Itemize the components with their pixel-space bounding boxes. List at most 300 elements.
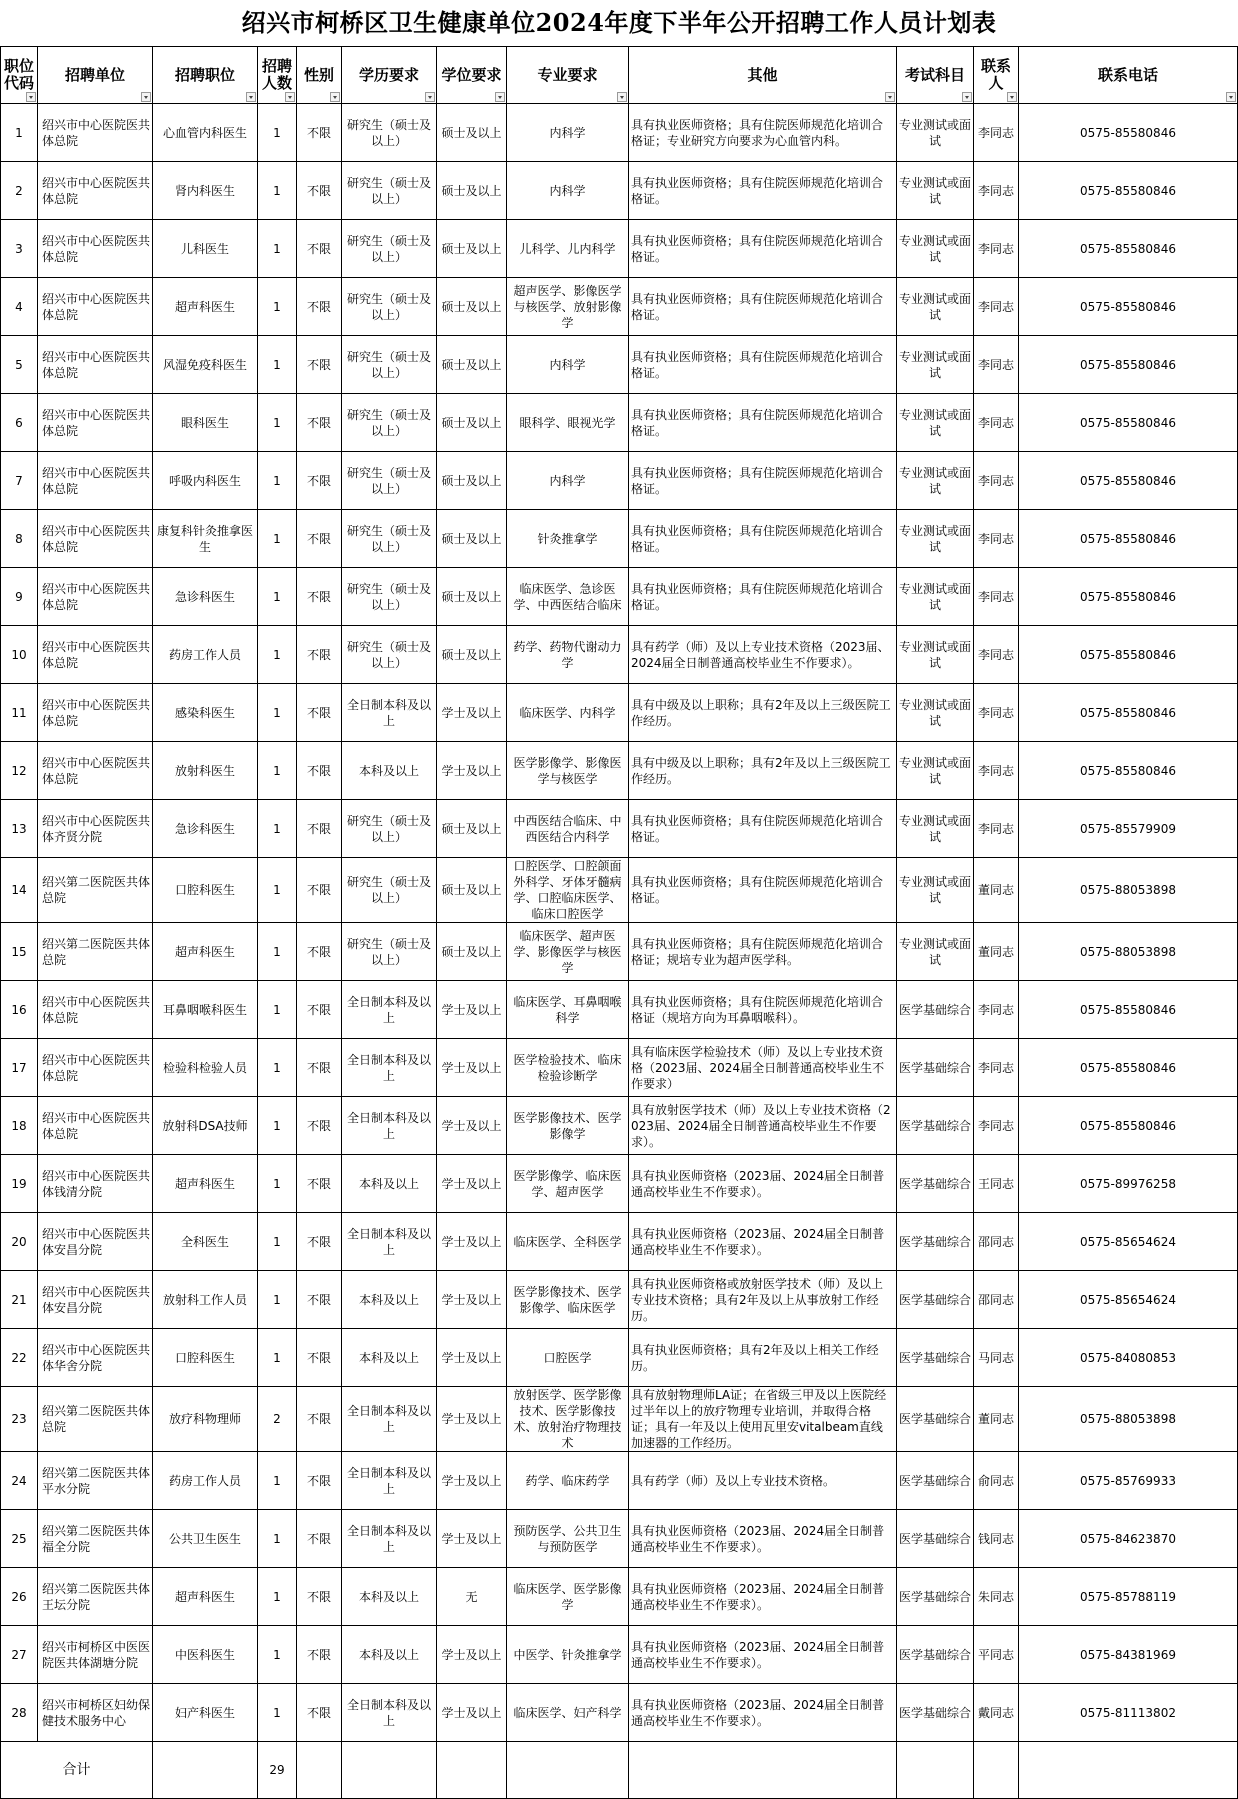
cell-phone: 0575-85580846	[1019, 742, 1238, 800]
cell-position: 药房工作人员	[153, 1452, 258, 1510]
cell-degree: 学士及以上	[437, 1271, 507, 1329]
cell-unit: 绍兴第二医院医共体平水分院	[38, 1452, 153, 1510]
cell-exam: 专业测试或面试	[897, 684, 974, 742]
cell-other: 具有执业医师资格；具有住院医师规范化培训合格证。	[629, 510, 897, 568]
cell-exam: 专业测试或面试	[897, 510, 974, 568]
cell-gender: 不限	[297, 858, 342, 923]
cell-phone: 0575-85580846	[1019, 568, 1238, 626]
cell-education: 全日制本科及以上	[342, 981, 437, 1039]
table-row	[1, 858, 1238, 923]
cell-education: 研究生（硕士及以上）	[342, 220, 437, 278]
cell-count: 1	[258, 1452, 297, 1510]
cell-education: 全日制本科及以上	[342, 1510, 437, 1568]
cell-phone: 0575-85654624	[1019, 1271, 1238, 1329]
cell-degree: 硕士及以上	[437, 278, 507, 336]
cell-education: 本科及以上	[342, 742, 437, 800]
cell-phone: 0575-85580846	[1019, 981, 1238, 1039]
cell-contact: 李同志	[974, 1097, 1019, 1155]
filter-dropdown-icon[interactable]	[962, 92, 972, 102]
filter-dropdown-icon[interactable]	[26, 92, 36, 102]
cell-education: 全日制本科及以上	[342, 1097, 437, 1155]
recruitment-table	[0, 46, 1238, 1799]
cell-major: 医学影像技术、医学影像学、临床医学	[507, 1271, 629, 1329]
cell-phone: 0575-85788119	[1019, 1568, 1238, 1626]
cell-phone: 0575-85580846	[1019, 452, 1238, 510]
cell-degree: 硕士及以上	[437, 923, 507, 981]
cell-major: 药学、药物代谢动力学	[507, 626, 629, 684]
cell-exam: 专业测试或面试	[897, 220, 974, 278]
total-row	[1, 1742, 1238, 1799]
cell-code: 19	[1, 1155, 38, 1213]
cell-phone: 0575-85580846	[1019, 162, 1238, 220]
cell-contact: 李同志	[974, 394, 1019, 452]
cell-gender: 不限	[297, 162, 342, 220]
total-empty-cell	[507, 1742, 629, 1799]
cell-unit: 绍兴市中心医院医共体齐贤分院	[38, 800, 153, 858]
cell-gender: 不限	[297, 684, 342, 742]
cell-education: 研究生（硕士及以上）	[342, 858, 437, 923]
cell-count: 1	[258, 1510, 297, 1568]
cell-phone: 0575-85579909	[1019, 800, 1238, 858]
cell-unit: 绍兴市柯桥区妇幼保健技术服务中心	[38, 1684, 153, 1742]
table-row	[1, 336, 1238, 394]
cell-degree: 学士及以上	[437, 1213, 507, 1271]
cell-count: 1	[258, 1039, 297, 1097]
cell-unit: 绍兴第二医院医共体总院	[38, 858, 153, 923]
cell-major: 中医学、针灸推拿学	[507, 1626, 629, 1684]
cell-code: 24	[1, 1452, 38, 1510]
cell-major: 针灸推拿学	[507, 510, 629, 568]
cell-phone: 0575-88053898	[1019, 858, 1238, 923]
cell-degree: 学士及以上	[437, 1452, 507, 1510]
cell-phone: 0575-85769933	[1019, 1452, 1238, 1510]
header-contact[interactable]: 联系人	[974, 47, 1019, 104]
cell-count: 1	[258, 858, 297, 923]
cell-unit: 绍兴市中心医院医共体总院	[38, 568, 153, 626]
cell-count: 1	[258, 1213, 297, 1271]
cell-gender: 不限	[297, 742, 342, 800]
cell-contact: 李同志	[974, 742, 1019, 800]
table-row	[1, 1510, 1238, 1568]
cell-position: 全科医生	[153, 1213, 258, 1271]
table-row	[1, 1155, 1238, 1213]
table-row	[1, 568, 1238, 626]
cell-position: 放射科工作人员	[153, 1271, 258, 1329]
cell-education: 研究生（硕士及以上）	[342, 923, 437, 981]
cell-position: 中医科医生	[153, 1626, 258, 1684]
cell-exam: 专业测试或面试	[897, 162, 974, 220]
cell-code: 3	[1, 220, 38, 278]
cell-major: 临床医学、内科学	[507, 684, 629, 742]
cell-phone: 0575-85580846	[1019, 1039, 1238, 1097]
header-other[interactable]: 其他	[629, 47, 897, 104]
cell-gender: 不限	[297, 510, 342, 568]
cell-contact: 朱同志	[974, 1568, 1019, 1626]
cell-position: 感染科医生	[153, 684, 258, 742]
cell-code: 8	[1, 510, 38, 568]
cell-code: 17	[1, 1039, 38, 1097]
cell-major: 医学影像技术、医学影像学	[507, 1097, 629, 1155]
cell-code: 28	[1, 1684, 38, 1742]
table-row	[1, 800, 1238, 858]
cell-unit: 绍兴市中心医院医共体总院	[38, 510, 153, 568]
cell-unit: 绍兴市中心医院医共体总院	[38, 278, 153, 336]
table-row	[1, 1452, 1238, 1510]
cell-position: 心血管内科医生	[153, 104, 258, 162]
cell-exam: 专业测试或面试	[897, 568, 974, 626]
cell-major: 医学检验技术、临床检验诊断学	[507, 1039, 629, 1097]
cell-code: 10	[1, 626, 38, 684]
cell-other: 具有执业医师资格；具有住院医师规范化培训合格证；专业研究方向要求为心血管内科。	[629, 104, 897, 162]
cell-contact: 邵同志	[974, 1213, 1019, 1271]
cell-education: 研究生（硕士及以上）	[342, 162, 437, 220]
cell-exam: 医学基础综合	[897, 1510, 974, 1568]
cell-other: 具有执业医师资格；具有住院医师规范化培训合格证。	[629, 336, 897, 394]
cell-exam: 专业测试或面试	[897, 742, 974, 800]
cell-gender: 不限	[297, 1213, 342, 1271]
cell-position: 超声科医生	[153, 1568, 258, 1626]
table-row	[1, 684, 1238, 742]
total-label: 合计	[1, 1742, 153, 1799]
cell-degree: 学士及以上	[437, 1684, 507, 1742]
cell-exam: 医学基础综合	[897, 1329, 974, 1387]
cell-gender: 不限	[297, 1684, 342, 1742]
filter-dropdown-icon[interactable]	[285, 92, 295, 102]
cell-education: 研究生（硕士及以上）	[342, 800, 437, 858]
cell-exam: 专业测试或面试	[897, 923, 974, 981]
cell-position: 口腔科医生	[153, 858, 258, 923]
cell-contact: 李同志	[974, 162, 1019, 220]
table-row	[1, 742, 1238, 800]
cell-exam: 医学基础综合	[897, 1452, 974, 1510]
cell-major: 眼科学、眼视光学	[507, 394, 629, 452]
cell-position: 放射科医生	[153, 742, 258, 800]
cell-phone: 0575-85580846	[1019, 1097, 1238, 1155]
cell-major: 儿科学、儿内科学	[507, 220, 629, 278]
cell-contact: 李同志	[974, 626, 1019, 684]
cell-phone: 0575-85580846	[1019, 104, 1238, 162]
cell-degree: 硕士及以上	[437, 220, 507, 278]
cell-position: 风湿免疫科医生	[153, 336, 258, 394]
cell-unit: 绍兴市中心医院医共体总院	[38, 104, 153, 162]
cell-contact: 李同志	[974, 220, 1019, 278]
cell-exam: 医学基础综合	[897, 981, 974, 1039]
header-unit[interactable]: 招聘单位	[38, 47, 153, 104]
cell-gender: 不限	[297, 1626, 342, 1684]
cell-position: 放射科DSA技师	[153, 1097, 258, 1155]
table-row	[1, 923, 1238, 981]
cell-unit: 绍兴市柯桥区中医医院医共体湖塘分院	[38, 1626, 153, 1684]
cell-unit: 绍兴市中心医院医共体华舍分院	[38, 1329, 153, 1387]
cell-gender: 不限	[297, 1271, 342, 1329]
cell-code: 2	[1, 162, 38, 220]
cell-education: 研究生（硕士及以上）	[342, 452, 437, 510]
cell-code: 15	[1, 923, 38, 981]
cell-position: 超声科医生	[153, 278, 258, 336]
cell-degree: 硕士及以上	[437, 336, 507, 394]
header-major[interactable]: 专业要求	[507, 47, 629, 104]
cell-code: 9	[1, 568, 38, 626]
cell-phone: 0575-85580846	[1019, 626, 1238, 684]
cell-education: 研究生（硕士及以上）	[342, 568, 437, 626]
total-empty-cell	[974, 1742, 1019, 1799]
cell-major: 预防医学、公共卫生与预防医学	[507, 1510, 629, 1568]
cell-education: 本科及以上	[342, 1271, 437, 1329]
cell-count: 1	[258, 568, 297, 626]
cell-position: 呼吸内科医生	[153, 452, 258, 510]
header-gender[interactable]: 性别	[297, 47, 342, 104]
cell-count: 1	[258, 800, 297, 858]
filter-dropdown-icon[interactable]	[141, 92, 151, 102]
filter-dropdown-icon[interactable]	[425, 92, 435, 102]
cell-contact: 李同志	[974, 1039, 1019, 1097]
header-education[interactable]: 学历要求	[342, 47, 437, 104]
cell-contact: 李同志	[974, 981, 1019, 1039]
cell-phone: 0575-88053898	[1019, 1387, 1238, 1452]
cell-unit: 绍兴第二医院医共体总院	[38, 923, 153, 981]
cell-unit: 绍兴市中心医院医共体总院	[38, 336, 153, 394]
cell-degree: 学士及以上	[437, 1387, 507, 1452]
cell-gender: 不限	[297, 1329, 342, 1387]
cell-exam: 专业测试或面试	[897, 278, 974, 336]
total-empty-cell	[342, 1742, 437, 1799]
cell-unit: 绍兴市中心医院医共体总院	[38, 626, 153, 684]
cell-count: 1	[258, 1155, 297, 1213]
cell-position: 口腔科医生	[153, 1329, 258, 1387]
table-row	[1, 1626, 1238, 1684]
cell-count: 1	[258, 452, 297, 510]
cell-phone: 0575-81113802	[1019, 1684, 1238, 1742]
cell-major: 医学影像学、影像医学与核医学	[507, 742, 629, 800]
cell-unit: 绍兴市中心医院医共体安昌分院	[38, 1213, 153, 1271]
header-degree[interactable]: 学位要求	[437, 47, 507, 104]
cell-other: 具有放射医学技术（师）及以上专业技术资格（2023届、2024届全日制普通高校毕业生不作要求）。	[629, 1097, 897, 1155]
cell-gender: 不限	[297, 1568, 342, 1626]
cell-unit: 绍兴第二医院医共体福全分院	[38, 1510, 153, 1568]
cell-other: 具有执业医师资格；具有住院医师规范化培训合格证。	[629, 568, 897, 626]
cell-major: 医学影像学、临床医学、超声医学	[507, 1155, 629, 1213]
cell-major: 临床医学、超声医学、影像医学与核医学	[507, 923, 629, 981]
cell-count: 1	[258, 742, 297, 800]
cell-exam: 医学基础综合	[897, 1626, 974, 1684]
total-empty-cell	[629, 1742, 897, 1799]
cell-other: 具有药学（师）及以上专业技术资格。	[629, 1452, 897, 1510]
cell-gender: 不限	[297, 452, 342, 510]
cell-other: 具有放射物理师LA证；在省级三甲及以上医院经过半年以上的放疗物理专业培训，并取得合格证；具有一年及以上使用瓦里安vitalbeam直线加速器的工作经历。	[629, 1387, 897, 1452]
cell-count: 1	[258, 1684, 297, 1742]
filter-dropdown-icon[interactable]	[885, 92, 895, 102]
cell-code: 13	[1, 800, 38, 858]
header-count[interactable]: 招聘人数	[258, 47, 297, 104]
cell-other: 具有执业医师资格；具有住院医师规范化培训合格证。	[629, 394, 897, 452]
header-code[interactable]: 职位代码	[1, 47, 38, 104]
cell-gender: 不限	[297, 1387, 342, 1452]
cell-exam: 专业测试或面试	[897, 104, 974, 162]
cell-other: 具有执业医师资格（2023届、2024届全日制普通高校毕业生不作要求）。	[629, 1684, 897, 1742]
cell-code: 22	[1, 1329, 38, 1387]
cell-exam: 医学基础综合	[897, 1039, 974, 1097]
filter-dropdown-icon[interactable]	[330, 92, 340, 102]
cell-gender: 不限	[297, 104, 342, 162]
filter-dropdown-icon[interactable]	[1007, 92, 1017, 102]
cell-unit: 绍兴市中心医院医共体总院	[38, 162, 153, 220]
total-empty-cell	[437, 1742, 507, 1799]
cell-code: 6	[1, 394, 38, 452]
cell-code: 14	[1, 858, 38, 923]
cell-gender: 不限	[297, 1510, 342, 1568]
cell-degree: 硕士及以上	[437, 800, 507, 858]
header-row	[1, 47, 1238, 104]
cell-education: 本科及以上	[342, 1155, 437, 1213]
cell-code: 25	[1, 1510, 38, 1568]
cell-phone: 0575-85654624	[1019, 1213, 1238, 1271]
cell-unit: 绍兴市中心医院医共体总院	[38, 452, 153, 510]
header-position[interactable]: 招聘职位	[153, 47, 258, 104]
total-empty-cell	[897, 1742, 974, 1799]
cell-exam: 医学基础综合	[897, 1684, 974, 1742]
table-row	[1, 162, 1238, 220]
table-row	[1, 1329, 1238, 1387]
cell-phone: 0575-84381969	[1019, 1626, 1238, 1684]
cell-count: 1	[258, 278, 297, 336]
cell-education: 研究生（硕士及以上）	[342, 104, 437, 162]
cell-code: 5	[1, 336, 38, 394]
cell-code: 7	[1, 452, 38, 510]
cell-count: 1	[258, 336, 297, 394]
cell-count: 1	[258, 162, 297, 220]
cell-education: 本科及以上	[342, 1568, 437, 1626]
cell-degree: 无	[437, 1568, 507, 1626]
filter-dropdown-icon[interactable]	[495, 92, 505, 102]
cell-degree: 硕士及以上	[437, 394, 507, 452]
cell-count: 1	[258, 1097, 297, 1155]
table-row	[1, 452, 1238, 510]
cell-contact: 李同志	[974, 278, 1019, 336]
cell-degree: 学士及以上	[437, 1097, 507, 1155]
cell-education: 研究生（硕士及以上）	[342, 394, 437, 452]
cell-contact: 董同志	[974, 1387, 1019, 1452]
cell-education: 全日制本科及以上	[342, 1213, 437, 1271]
cell-education: 全日制本科及以上	[342, 1684, 437, 1742]
cell-degree: 硕士及以上	[437, 510, 507, 568]
cell-education: 本科及以上	[342, 1329, 437, 1387]
cell-position: 超声科医生	[153, 923, 258, 981]
total-empty-cell	[297, 1742, 342, 1799]
cell-education: 本科及以上	[342, 1626, 437, 1684]
cell-count: 1	[258, 1271, 297, 1329]
cell-major: 内科学	[507, 336, 629, 394]
page-title: 绍兴市柯桥区卫生健康单位2024年度下半年公开招聘工作人员计划表	[241, 8, 997, 37]
cell-major: 临床医学、耳鼻咽喉科学	[507, 981, 629, 1039]
table-row	[1, 1213, 1238, 1271]
cell-count: 1	[258, 220, 297, 278]
table-body	[1, 104, 1238, 1742]
table-row	[1, 981, 1238, 1039]
filter-dropdown-icon[interactable]	[617, 92, 627, 102]
cell-gender: 不限	[297, 1155, 342, 1213]
cell-other: 具有执业医师资格（2023届、2024届全日制普通高校毕业生不作要求）。	[629, 1155, 897, 1213]
cell-degree: 硕士及以上	[437, 452, 507, 510]
cell-phone: 0575-88053898	[1019, 923, 1238, 981]
cell-phone: 0575-85580846	[1019, 278, 1238, 336]
cell-degree: 学士及以上	[437, 1510, 507, 1568]
cell-code: 27	[1, 1626, 38, 1684]
cell-other: 具有执业医师资格（2023届、2024届全日制普通高校毕业生不作要求）。	[629, 1568, 897, 1626]
cell-other: 具有执业医师资格（2023届、2024届全日制普通高校毕业生不作要求）。	[629, 1510, 897, 1568]
cell-contact: 李同志	[974, 336, 1019, 394]
cell-unit: 绍兴市中心医院医共体总院	[38, 1039, 153, 1097]
cell-count: 1	[258, 923, 297, 981]
table-row	[1, 1387, 1238, 1452]
header-exam[interactable]: 考试科目	[897, 47, 974, 104]
cell-exam: 专业测试或面试	[897, 626, 974, 684]
cell-unit: 绍兴第二医院医共体总院	[38, 1387, 153, 1452]
cell-contact: 李同志	[974, 452, 1019, 510]
table-row	[1, 510, 1238, 568]
filter-dropdown-icon[interactable]	[1226, 92, 1236, 102]
cell-major: 超声医学、影像医学与核医学、放射影像学	[507, 278, 629, 336]
cell-exam: 专业测试或面试	[897, 800, 974, 858]
cell-other: 具有执业医师资格；具有住院医师规范化培训合格证。	[629, 278, 897, 336]
cell-major: 放射医学、医学影像技术、医学影像技术、放射治疗物理技术	[507, 1387, 629, 1452]
cell-exam: 医学基础综合	[897, 1271, 974, 1329]
cell-phone: 0575-85580846	[1019, 684, 1238, 742]
table-row	[1, 394, 1238, 452]
table-row	[1, 1568, 1238, 1626]
cell-degree: 学士及以上	[437, 1626, 507, 1684]
cell-education: 研究生（硕士及以上）	[342, 626, 437, 684]
cell-phone: 0575-85580846	[1019, 510, 1238, 568]
cell-other: 具有执业医师资格（2023届、2024届全日制普通高校毕业生不作要求）。	[629, 1213, 897, 1271]
table-row	[1, 626, 1238, 684]
cell-code: 18	[1, 1097, 38, 1155]
cell-education: 全日制本科及以上	[342, 684, 437, 742]
cell-gender: 不限	[297, 1097, 342, 1155]
cell-major: 口腔医学	[507, 1329, 629, 1387]
cell-contact: 李同志	[974, 684, 1019, 742]
cell-position: 检验科检验人员	[153, 1039, 258, 1097]
cell-position: 儿科医生	[153, 220, 258, 278]
cell-code: 21	[1, 1271, 38, 1329]
cell-position: 眼科医生	[153, 394, 258, 452]
cell-other: 具有执业医师资格；具有2年及以上相关工作经历。	[629, 1329, 897, 1387]
cell-unit: 绍兴市中心医院医共体钱清分院	[38, 1155, 153, 1213]
cell-degree: 硕士及以上	[437, 162, 507, 220]
cell-degree: 硕士及以上	[437, 568, 507, 626]
filter-dropdown-icon[interactable]	[246, 92, 256, 102]
cell-contact: 马同志	[974, 1329, 1019, 1387]
cell-degree: 硕士及以上	[437, 626, 507, 684]
cell-degree: 学士及以上	[437, 684, 507, 742]
cell-other: 具有执业医师资格；具有住院医师规范化培训合格证；规培专业为超声医学科。	[629, 923, 897, 981]
cell-exam: 专业测试或面试	[897, 858, 974, 923]
cell-other: 具有中级及以上职称；具有2年及以上三级医院工作经历。	[629, 742, 897, 800]
cell-count: 1	[258, 510, 297, 568]
cell-major: 药学、临床药学	[507, 1452, 629, 1510]
cell-gender: 不限	[297, 981, 342, 1039]
cell-degree: 硕士及以上	[437, 104, 507, 162]
cell-contact: 邵同志	[974, 1271, 1019, 1329]
cell-gender: 不限	[297, 394, 342, 452]
cell-exam: 专业测试或面试	[897, 394, 974, 452]
cell-contact: 戴同志	[974, 1684, 1019, 1742]
cell-other: 具有中级及以上职称；具有2年及以上三级医院工作经历。	[629, 684, 897, 742]
cell-exam: 专业测试或面试	[897, 452, 974, 510]
cell-major: 临床医学、妇产科学	[507, 1684, 629, 1742]
header-phone[interactable]: 联系电话	[1019, 47, 1238, 104]
cell-major: 内科学	[507, 104, 629, 162]
cell-gender: 不限	[297, 278, 342, 336]
